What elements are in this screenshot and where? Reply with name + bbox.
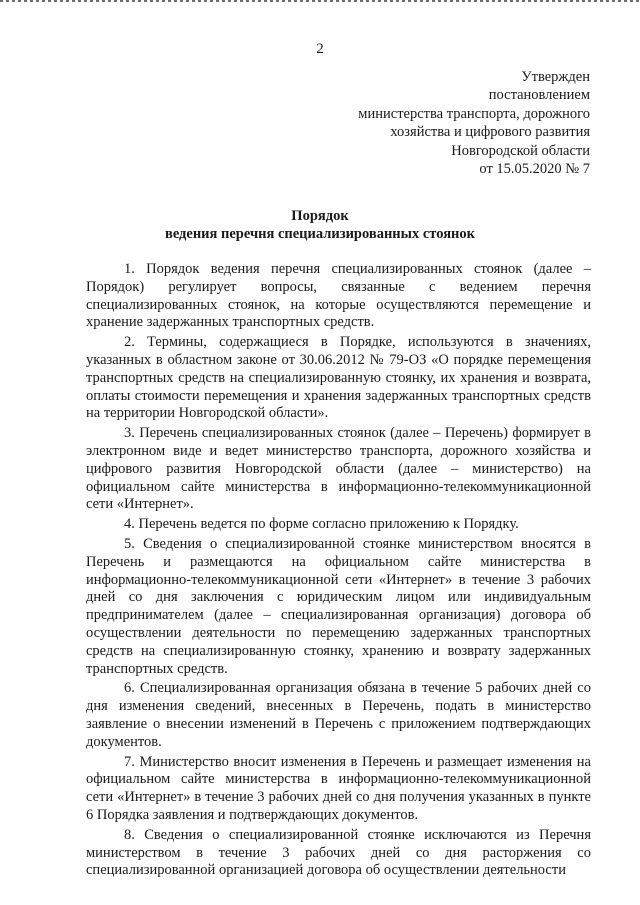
- approval-line: Утвержден: [521, 69, 590, 85]
- paragraph-3: 3. Перечень специализированных стоянок (далее – Перечень) формирует в электронном виде и ведет министерство транспорта, дорожного хозяйства и цифрового развития Новгородской области (далее – министерство) на официальном сайте министерства в информационно-телекоммуникационной сети «Интернет».: [86, 425, 591, 513]
- document-body: [86, 261, 591, 882]
- approval-line: Новгородской области: [451, 142, 590, 159]
- approval-line: министерства транспорта, дорожного: [358, 105, 590, 122]
- approval-line: постановлением: [488, 87, 590, 104]
- paragraph-7: 7. Министерство вносит изменения в Перечень и размещает изменения на официальном сайте министерства в информационно-телекоммуникационной сети «Интернет» в течение 3 рабочих дней со дня получения указанных в пункте 6 Порядка заявления и подтверждающих документов.: [86, 753, 591, 823]
- paragraph-6: 6. Специализированная организация обязана в течение 5 рабочих дней со дня изменения сведений, внесенных в Перечень, подать в министерство заявление о внесении изменений в Перечень с приложением подтверждающих документов.: [86, 680, 591, 750]
- page-number: 2: [316, 41, 324, 57]
- paragraph-5: 5. Сведения о специализированной стоянке министерством вносятся в Перечень и размещаются на официальном сайте министерства в информационно-телекоммуникационной сети «Интернет» в течение 3 рабочих дней со дня заключения с юридическим лицом или индивидуальным предпринимателем (далее – специализированная организация) договора об осуществлении деятельности по перемещению задержанных транспортных средств на специализированную стоянку, хранению и возврату задержанных транспортных средств.: [86, 535, 591, 677]
- paragraph-8: 8. Сведения о специализированной стоянке исключаются из Перечня министерством в течение 3 рабочих дней со дня расторжения со специализированной организацией договора об осуществлении деятельности: [86, 826, 591, 879]
- document-title: [0, 207, 640, 244]
- scan-edge-artifact: [0, 0, 640, 2]
- paragraph-1: 1. Порядок ведения перечня специализированных стоянок (далее – Порядок) регулирует вопросы, связанные с ведением перечня специализированных стоянок, на которые осуществляются перемещение и хранение задержанных транспортных средств.: [86, 261, 591, 331]
- paragraph-2: 2. Термины, содержащиеся в Порядке, используются в значениях, указанных в областном законе от 30.06.2012 № 79-ОЗ «О порядке перемещения транспортных средств на специализированную стоянку, их хранения и возврата, оплаты стоимости перемещения и хранения задержанных транспортных средств на территории Новгородской области».: [86, 334, 591, 422]
- title-line-1: Порядок: [291, 208, 349, 224]
- approval-block: [358, 68, 590, 178]
- paragraph-4: 4. Перечень ведется по форме согласно приложению к Порядку.: [124, 516, 519, 533]
- approval-line: хозяйства и цифрового развития: [390, 124, 590, 141]
- approval-date: от 15.05.2020 № 7: [479, 161, 590, 178]
- title-line-2: ведения перечня специализированных стоянок: [164, 226, 476, 243]
